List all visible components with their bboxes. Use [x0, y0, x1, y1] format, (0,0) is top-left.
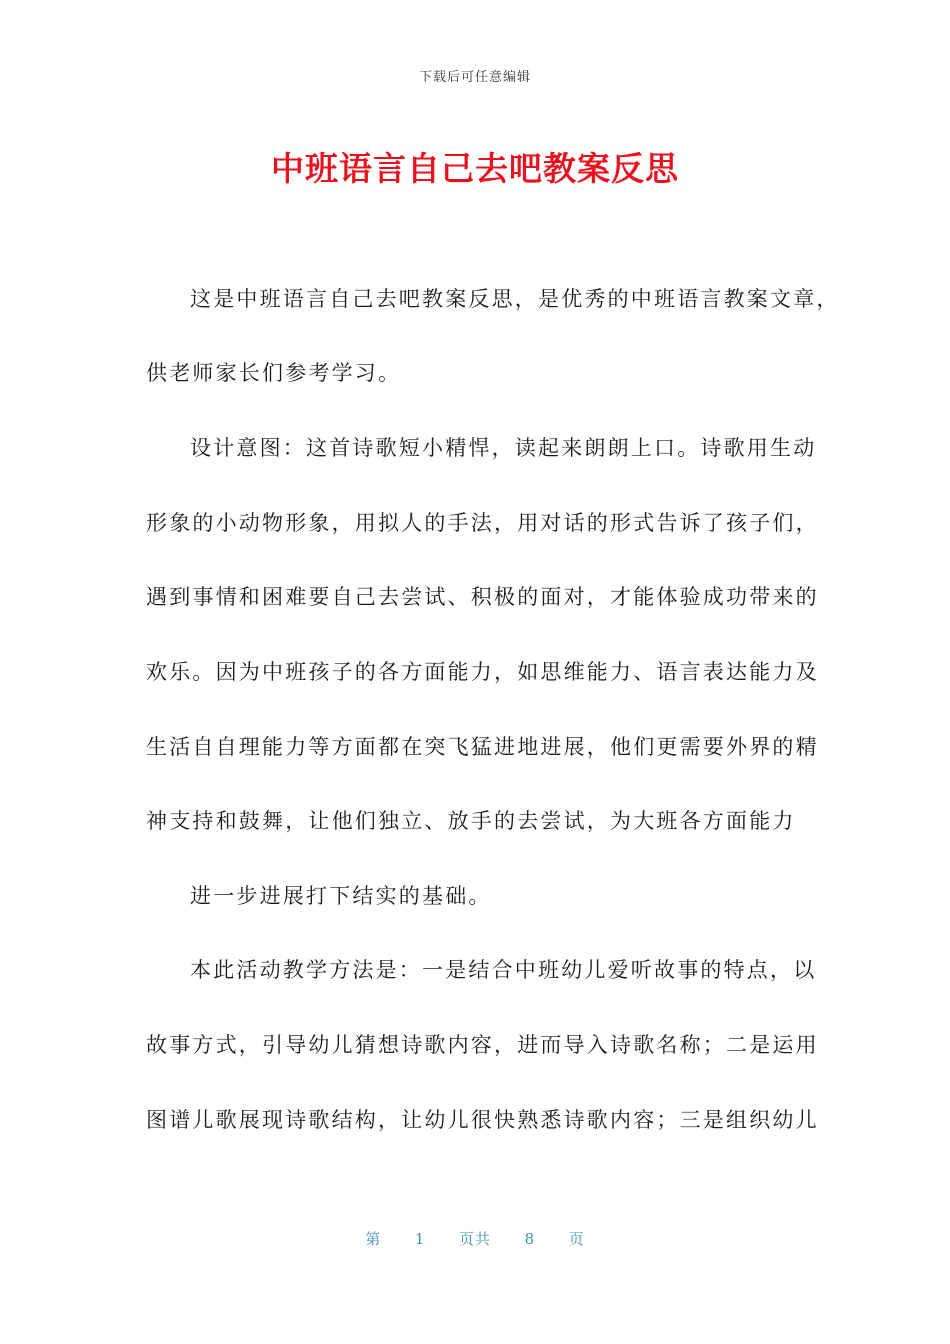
paragraph-line: 欢乐。因为中班孩子的各方面能力，如思维能力、语言表达能力及 [146, 660, 819, 684]
page-number: 1 [414, 1230, 426, 1248]
paragraph-line: 这是中班语言自己去吧教案反思，是优秀的中班语言教案文章， [190, 287, 840, 311]
paragraph-line: 设计意图：这首诗歌短小精悍，读起来朗朗上口。诗歌用生动 [190, 436, 817, 460]
paragraph-line: 遇到事情和困难要自己去尝试、积极的面对，才能体验成功带来的 [146, 585, 819, 609]
paragraph-line: 图谱儿歌展现诗歌结构，让幼儿很快熟悉诗歌内容；三是组织幼儿 [146, 1108, 819, 1132]
page-prefix: 第 [365, 1230, 382, 1248]
total-pages: 8 [524, 1230, 536, 1248]
paragraph-line: 供老师家长们参考学习。 [146, 361, 402, 385]
page-suffix: 页 [568, 1230, 585, 1248]
page-footer [0, 1228, 950, 1249]
paragraph-line: 神支持和鼓舞，让他们独立、放手的去尝试，为大班各方面能力 [146, 809, 796, 833]
paragraph-line: 生活自自理能力等方面都在突飞猛进地进展，他们更需要外界的精 [146, 735, 819, 759]
document-title: 中班语言自己去吧教案反思 [271, 149, 679, 188]
page-mid: 页共 [458, 1230, 491, 1248]
header-note: 下载后可任意编辑 [418, 70, 531, 85]
paragraph-line: 形象的小动物形象，用拟人的手法，用对话的形式告诉了孩子们， [146, 511, 819, 535]
paragraph-line: 进一步进展打下结实的基础。 [190, 884, 492, 908]
paragraph-line: 故事方式，引导幼儿猜想诗歌内容，进而导入诗歌名称；二是运用 [146, 1033, 819, 1057]
paragraph-line: 本此活动教学方法是：一是结合中班幼儿爱听故事的特点，以 [190, 958, 817, 982]
